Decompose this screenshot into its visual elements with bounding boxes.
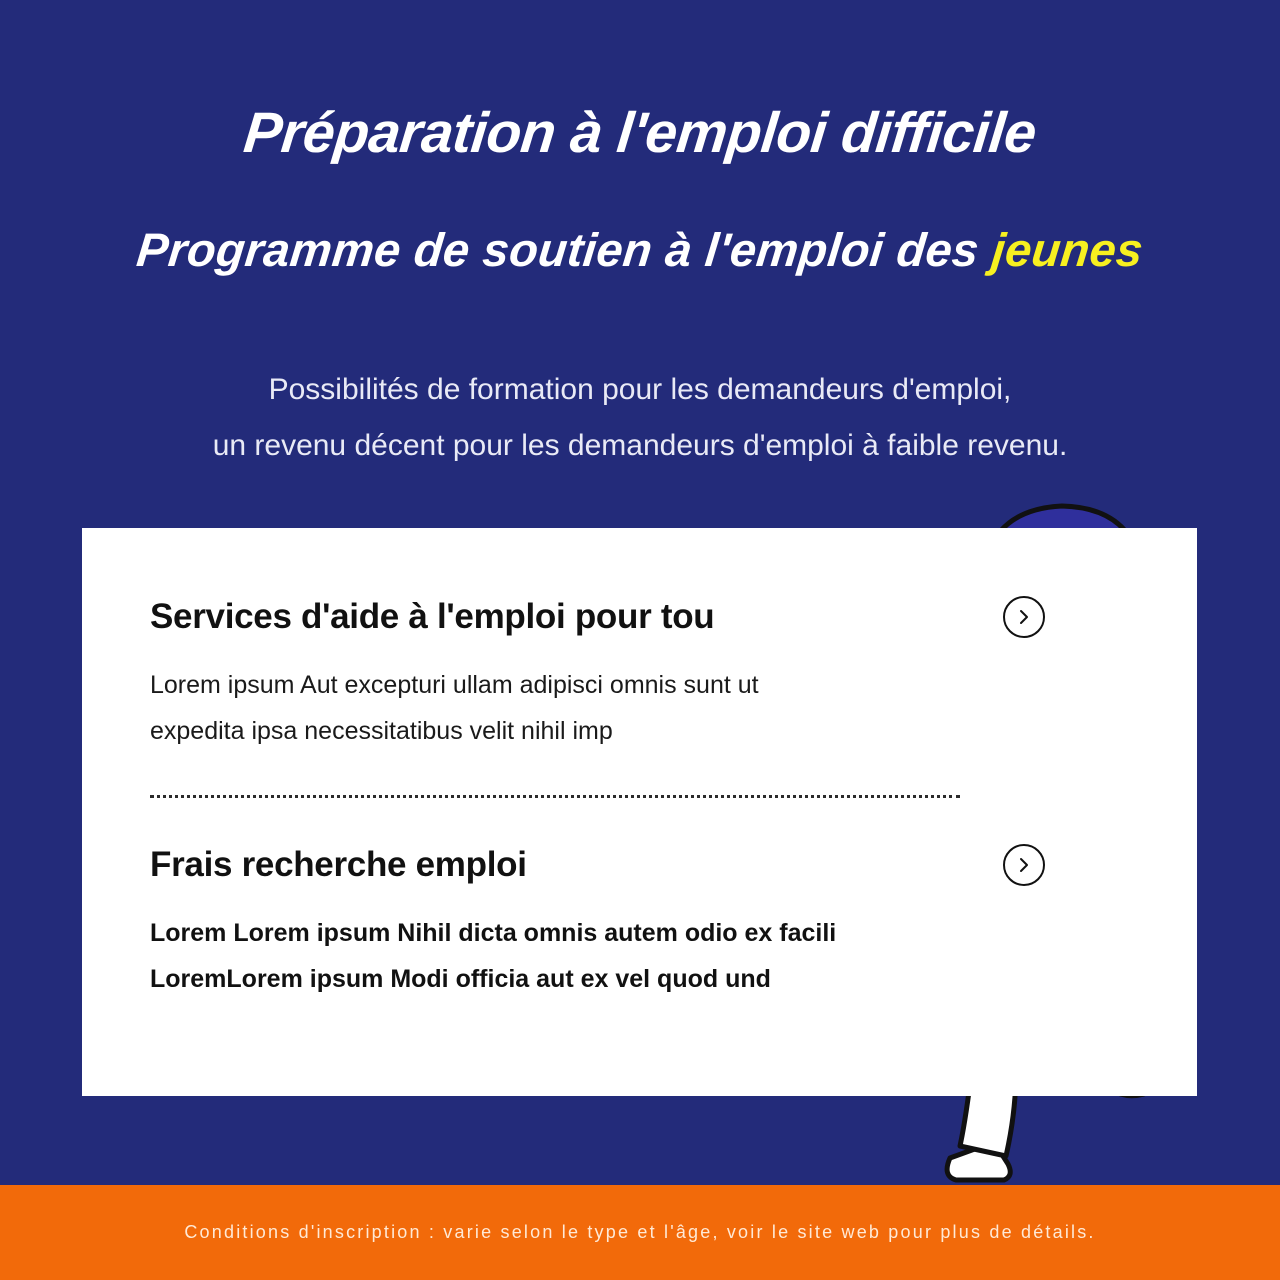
card-item-1-body [150, 662, 910, 755]
page-subtitle-highlight: jeunes [989, 223, 1146, 276]
card-item-2-title: Frais recherche emploi [150, 844, 527, 884]
chevron-right-circle-icon[interactable] [1003, 844, 1045, 886]
intro-text [0, 362, 1280, 473]
info-card [82, 528, 1197, 1096]
card-item-2-header [150, 844, 1137, 886]
intro-text-line-2: un revenu décent pour les demandeurs d'emploi à faible revenu. [212, 428, 1068, 462]
card-item-2-body-line-1: Lorem Lorem ipsum Nihil dicta omnis autem odio ex facili [150, 918, 837, 947]
card-item-2[interactable] [150, 844, 1137, 1003]
intro-text-line-1: Possibilités de formation pour les demandeurs d'emploi, [268, 373, 1012, 406]
footer-note: Conditions d'inscription : varie selon le type et l'âge, voir le site web pour plus de détails. [184, 1222, 1096, 1242]
card-item-1-body-line-1: Lorem ipsum Aut excepturi ullam adipisci omnis sunt ut [150, 671, 759, 699]
card-item-1-title: Services d'aide à l'emploi pour tou [150, 597, 715, 636]
footer-bar [0, 1185, 1280, 1280]
card-item-2-body-line-2: LoremLorem ipsum Modi officia aut ex vel quod und [150, 964, 771, 993]
card-item-1-header [150, 596, 1137, 638]
card-item-2-body [150, 910, 910, 1003]
card-item-1-body-line-2: expedita ipsa necessitatibus velit nihil imp [150, 717, 613, 746]
page-subtitle-prefix: Programme de soutien à l'emploi des [134, 223, 996, 276]
chevron-right-circle-icon[interactable] [1003, 596, 1045, 638]
page-subtitle [0, 222, 1280, 277]
card-item-1[interactable] [150, 596, 1137, 755]
card-divider [150, 795, 960, 798]
page-title: Préparation à l'emploi difficile [240, 101, 1040, 165]
